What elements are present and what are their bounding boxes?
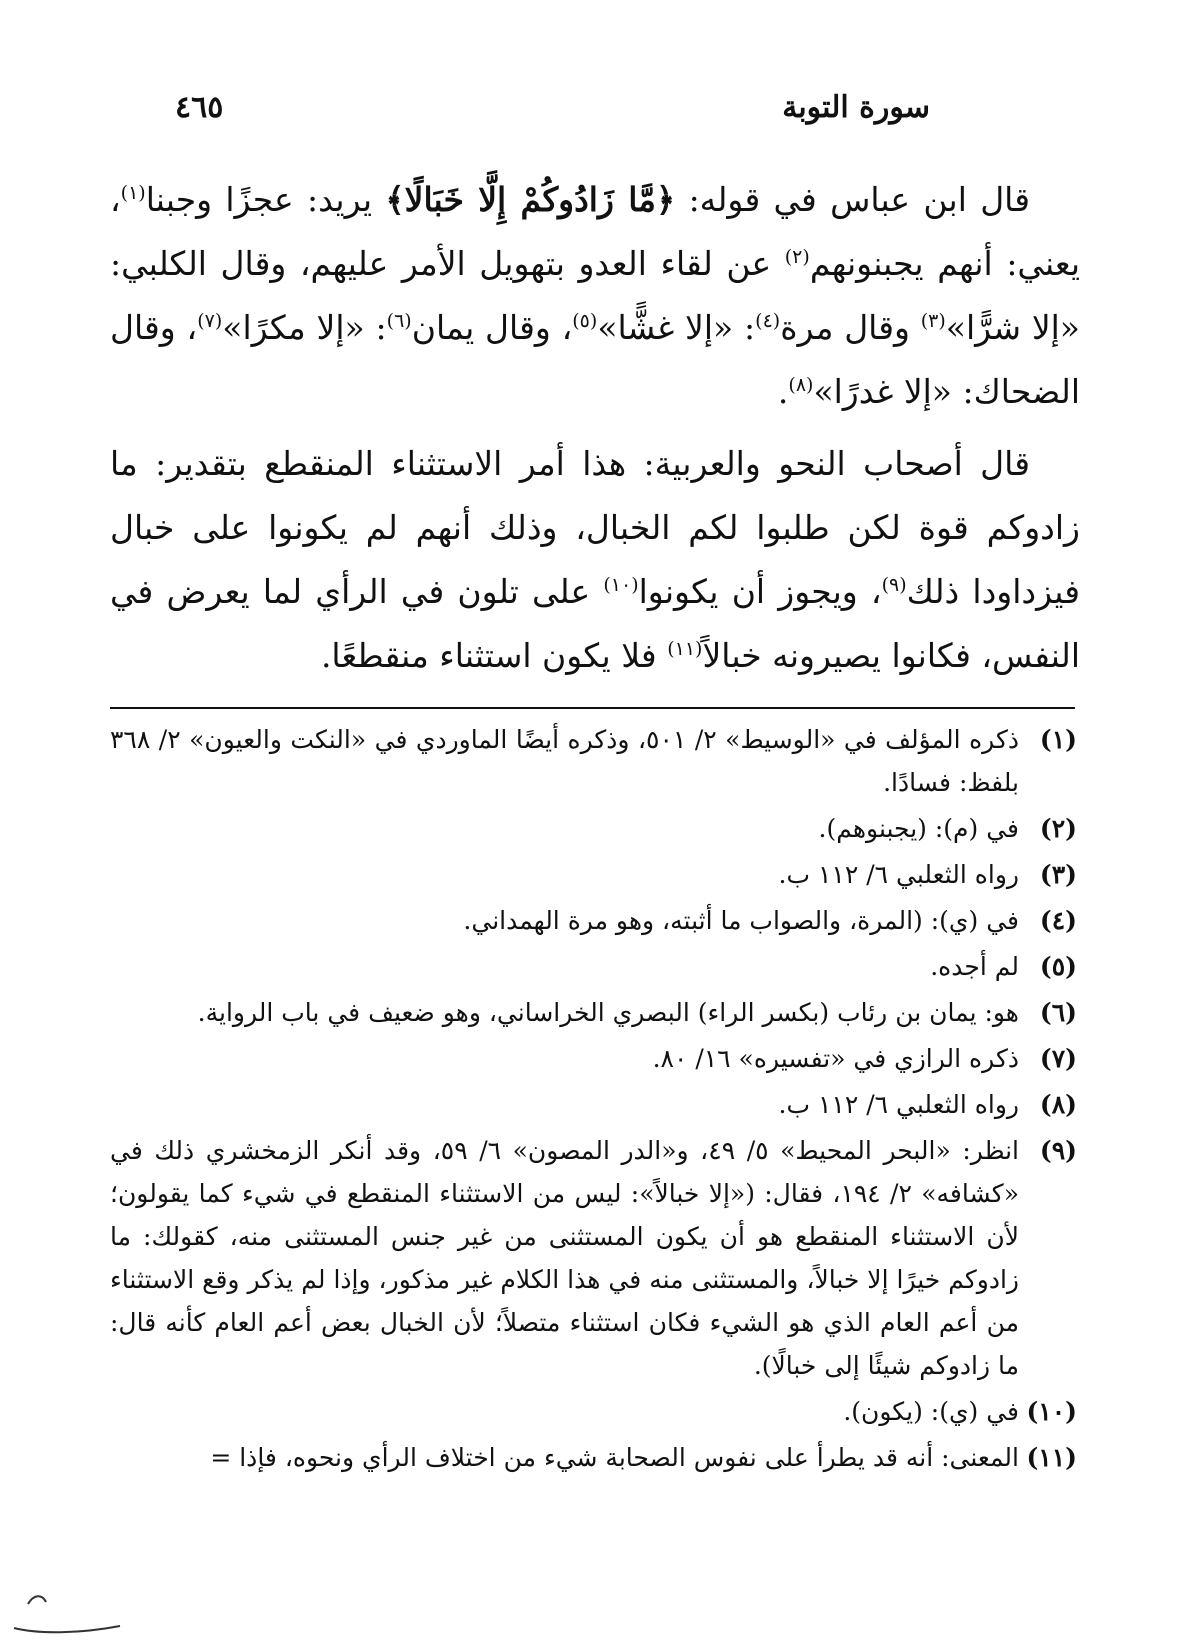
footnote — [110, 1390, 1077, 1433]
footnote — [110, 853, 1077, 896]
footnote-ref: (١٠) — [603, 574, 639, 596]
quran-verse: ﴿مَّا زَادُوكُمْ إِلَّا خَبَالًا﴾ — [385, 180, 676, 219]
footnote-number: (٥) — [1039, 952, 1077, 981]
footnote-ref: (٥) — [572, 310, 598, 332]
footnote-ref: (٤) — [755, 310, 781, 332]
text-run: قال أصحاب النحو والعربية: هذا أمر الاستثناء المنقطع بتقدير: ما زادوكم قوة لكن طلبوا لكم الخبال، وذلك أنهم لم يكونوا على خبال فيزداودا ذلك — [110, 444, 1081, 611]
footnote-ref: (٦) — [386, 310, 412, 332]
footnote-ref: (١١) — [667, 638, 703, 660]
text-run: وقال مرة — [780, 308, 921, 347]
text-run: : «إلا مكرًا» — [222, 308, 387, 347]
footnote-number: (٣) — [1039, 860, 1077, 889]
page-header — [175, 90, 930, 125]
footnote-number: (٩) — [1039, 1136, 1077, 1165]
footnote — [110, 1129, 1077, 1387]
footnote-ref: (٩) — [881, 574, 907, 596]
footnote-number: (٧) — [1039, 1044, 1077, 1073]
footnote — [110, 1037, 1077, 1080]
text-run: فلا يكون استثناء منقطعًا. — [320, 636, 668, 675]
footnote-number: (٦) — [1039, 998, 1077, 1027]
footnotes — [110, 718, 1077, 1482]
footnote-number: (٢) — [1039, 814, 1077, 843]
footnote-text: المعنى: أنه قد يطرأ على نفوس الصحابة شيء من اختلاف الرأي ونحوه، فإذا = — [210, 1443, 1019, 1472]
footnote-text: ذكره المؤلف في «الوسيط» ٢/ ٥٠١، وذكره أيضًا الماوردي في «النكت والعيون» ٢/ ٣٦٨ بلفظ: فسادًا. — [110, 725, 1020, 797]
footnote-number: (١١) — [1026, 1443, 1077, 1472]
footnote-ref: (٧) — [197, 310, 223, 332]
surah-title: سورة التوبة — [782, 90, 930, 125]
watermark-logo — [8, 1590, 128, 1640]
footnote-number: (١٠) — [1026, 1397, 1077, 1426]
footnote-separator — [110, 707, 1075, 709]
footnote — [110, 1436, 1077, 1479]
footnote-ref: (٨) — [788, 374, 814, 396]
footnote-ref: (١) — [120, 182, 146, 204]
text-run: على تلون في الرأي لما يعرض في النفس، فكانوا يصيرونه خبالاً — [110, 572, 1080, 675]
footnote-text: في (م): (يجبنوهم). — [818, 814, 1019, 843]
footnote-text: في (ي): (يكون). — [843, 1397, 1019, 1426]
text-run: ، وقال يمان — [411, 308, 573, 347]
text-run: ، يعني: أنهم يجبنونهم — [110, 180, 1080, 283]
footnote — [110, 945, 1077, 988]
footnote-number: (١) — [1039, 725, 1077, 754]
footnote — [110, 991, 1077, 1034]
watermark-flourish-icon — [8, 1590, 128, 1640]
footnote-text: ذكره الرازي في «تفسيره» ١٦/ ٨٠. — [652, 1044, 1019, 1073]
paragraph-2 — [110, 432, 1080, 688]
footnote-number: (٤) — [1039, 906, 1077, 935]
text-run: عن لقاء العدو بتهويل الأمر عليهم، وقال الكلبي: «إلا شرًّا» — [110, 244, 1080, 347]
footnote-text: لم أجده. — [930, 952, 1019, 981]
footnote-text: رواه الثعلبي ٦/ ١١٢ ب. — [778, 1090, 1019, 1119]
footnote-text: رواه الثعلبي ٦/ ١١٢ ب. — [778, 860, 1019, 889]
footnote-number: (٨) — [1039, 1090, 1077, 1119]
text-run: ، وقال الضحاك: «إلا غدرًا» — [110, 308, 1080, 411]
text-run: ، ويجوز أن يكونوا — [638, 572, 882, 611]
footnote — [110, 1083, 1077, 1126]
footnote-text: في (ي): (المرة، والصواب ما أثبته، وهو مرة الهمداني. — [463, 906, 1019, 935]
paragraph-1 — [110, 168, 1080, 424]
page-number: ٤٦٥ — [175, 90, 224, 125]
text-run: يريد: عجزًا وجبنا — [145, 180, 386, 219]
footnote — [110, 807, 1077, 850]
footnote-ref: (٣) — [920, 310, 946, 332]
footnote-ref: (٢) — [784, 246, 810, 268]
text-run: قال ابن عباس في قوله: — [675, 180, 1031, 219]
text-run: : «إلا غشًّا» — [597, 308, 756, 347]
text-run: . — [777, 372, 789, 411]
main-text — [110, 168, 1080, 696]
footnote — [110, 718, 1077, 804]
footnote-text: انظر: «البحر المحيط» ٥/ ٤٩، و«الدر المصون» ٦/ ٥٩، وقد أنكر الزمخشري ذلك في «كشافه» ٢/ ١٩٤، فقال: («إلا خبالاً»: ليس من الاستثناء المنقطع في شيء كما يقولون؛ لأن الاستثناء المنقطع هو أن يكون المستثنى من غير جنس المستثنى منه، كقولك: ما زادوكم خيرًا إلا خبالاً، والمستثنى منه في هذا الكلام غير مذكور، وإذا لم يذكر وقع الاستثناء من أعم العام الذي هو الشيء فكان استثناء متصلاً؛ لأن الخبال بعض أعم العام كأنه قال: ما زادوكم شيئًا إلى خبالًا). — [110, 1136, 1020, 1380]
footnote-text: هو: يمان بن رئاب (بكسر الراء) البصري الخراساني، وهو ضعيف في باب الرواية. — [197, 998, 1019, 1027]
footnote — [110, 899, 1077, 942]
